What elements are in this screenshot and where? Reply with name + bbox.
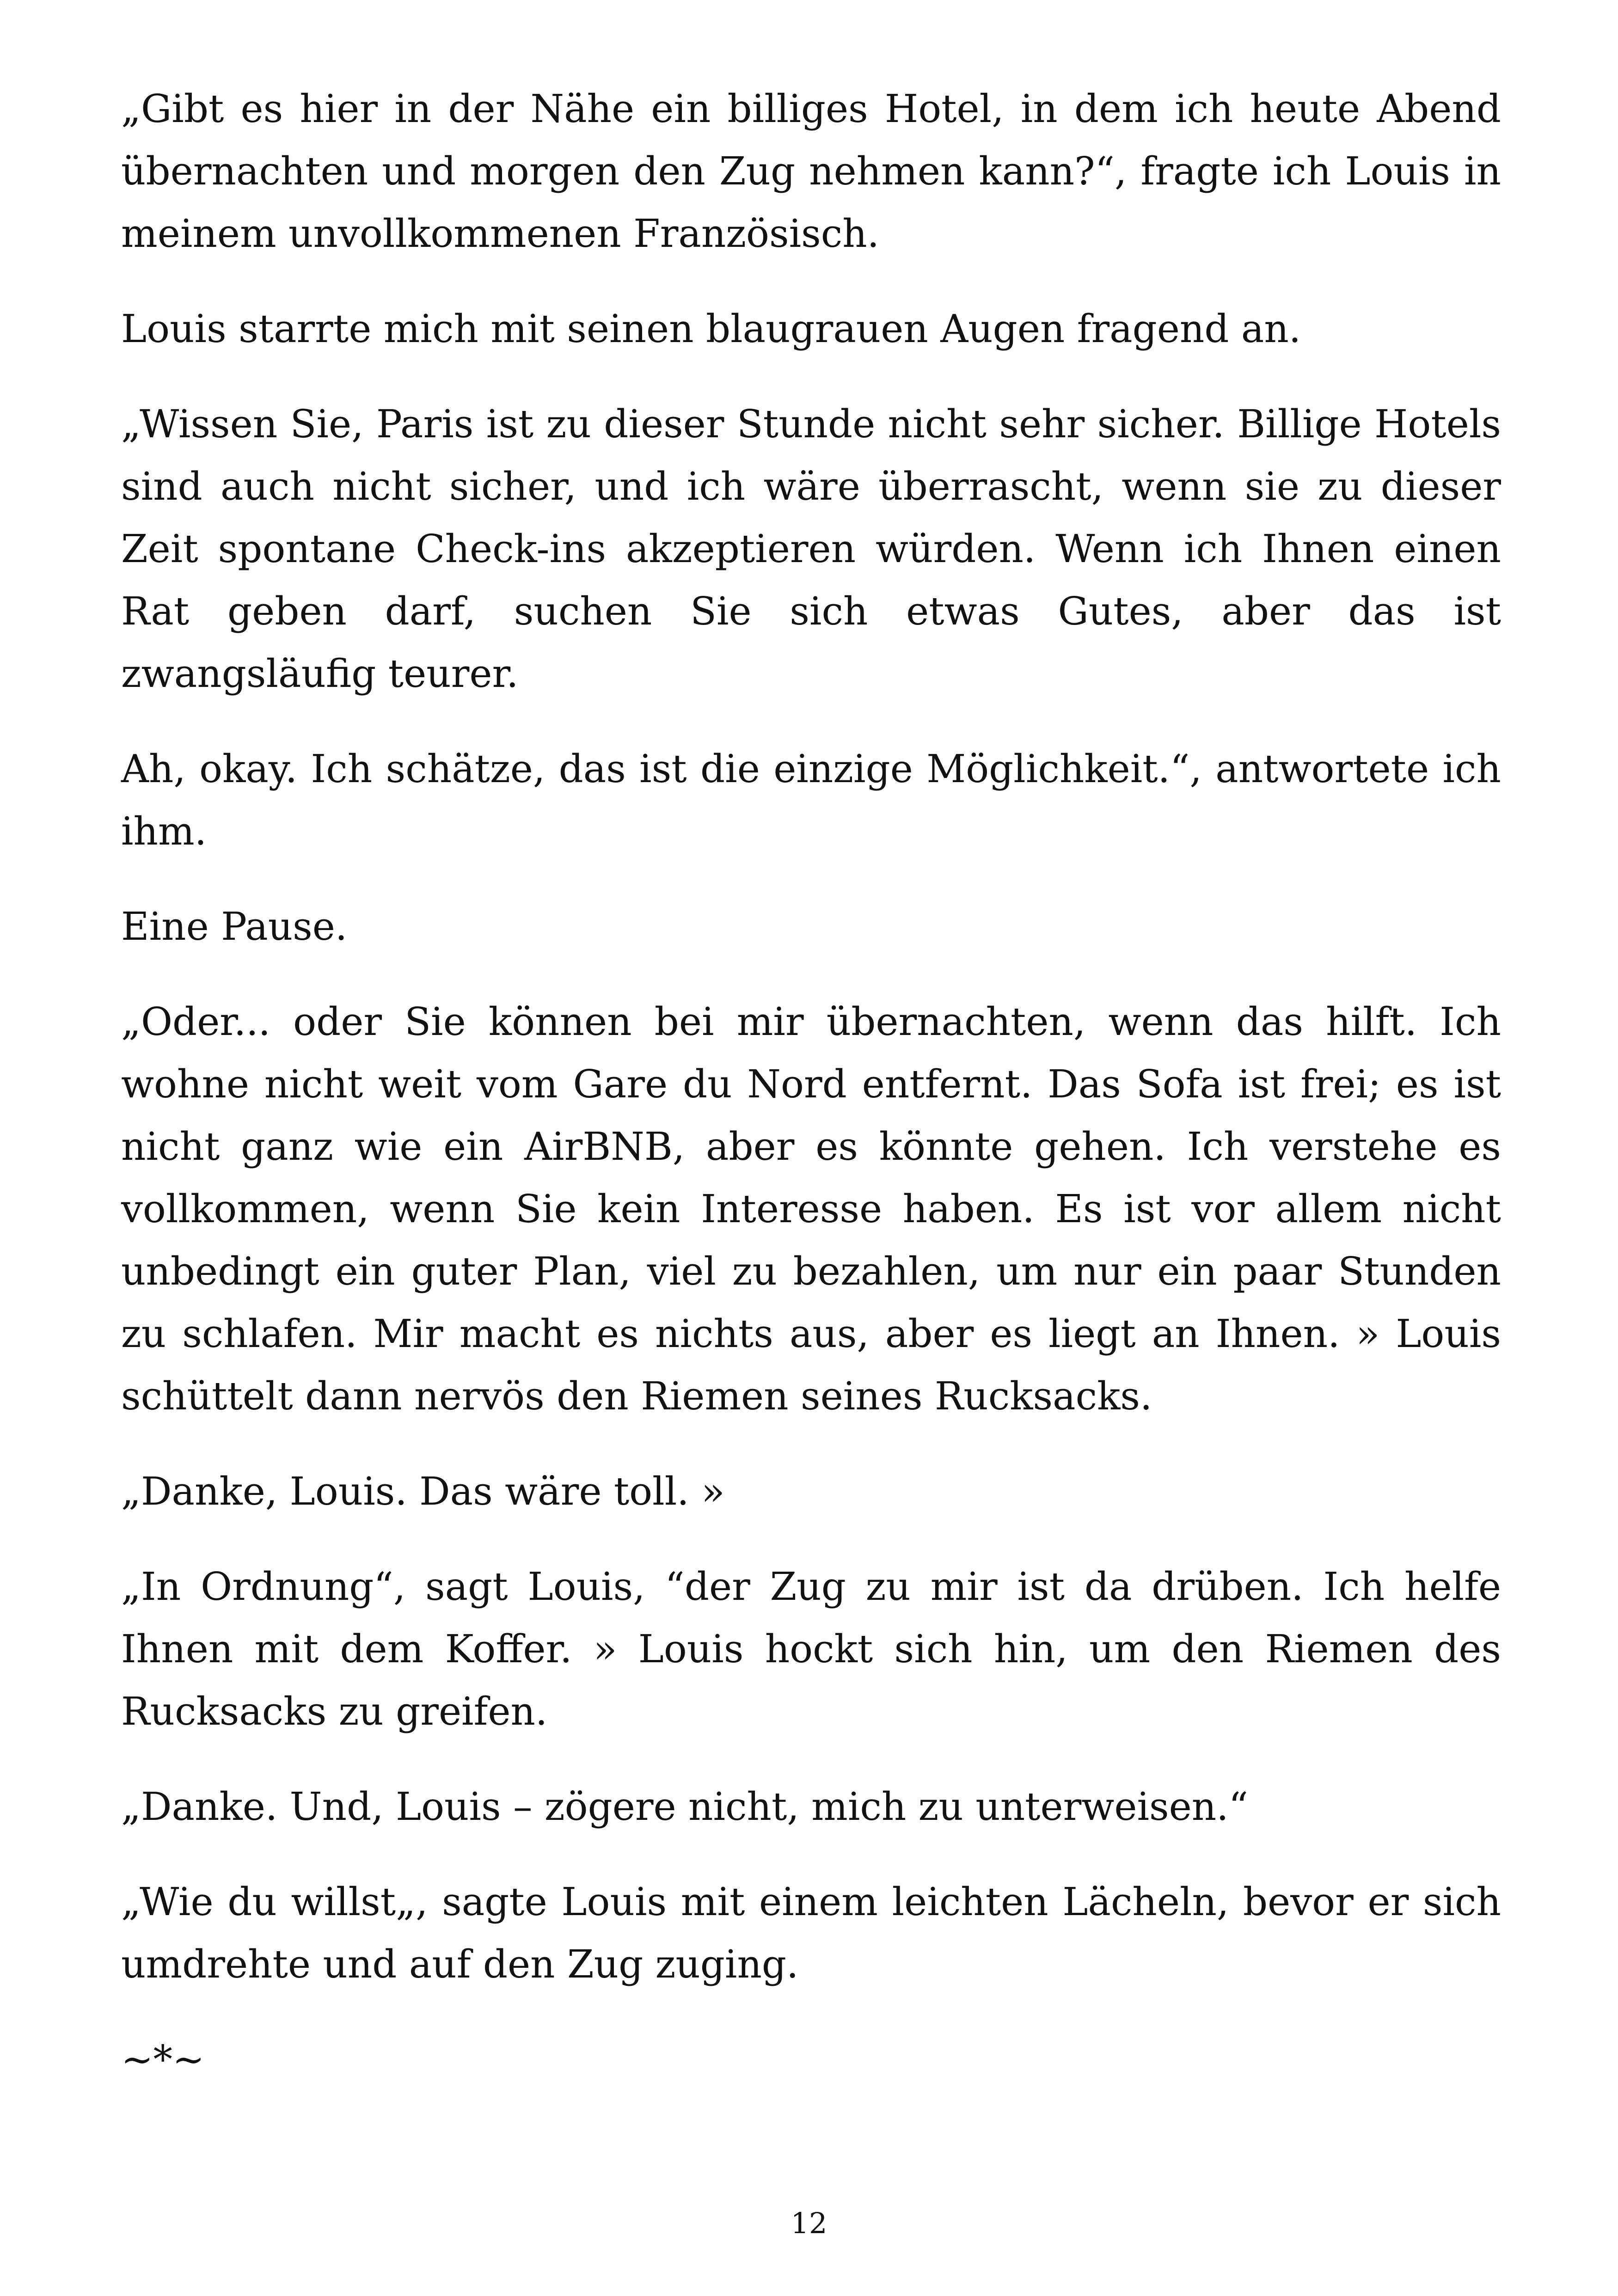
body-text (121, 78, 1501, 2091)
paragraph-9: „Danke. Und, Louis – zögere nicht, mich zu unterweisen.“ (121, 1784, 1249, 1829)
paragraph-4: Ah, okay. Ich schätze, das ist die einzige Möglichkeit.“, antwortete ich ihm. (121, 747, 1501, 854)
paragraph-2: Louis starrte mich mit seinen blaugrauen Augen fragend an. (121, 306, 1301, 351)
paragraph-10: „Wie du willst„, sagte Louis mit einem leichten Lächeln, bevor er sich umdrehte und auf den Zug zuging. (121, 1880, 1501, 1987)
paragraph-3: „Wissen Sie, Paris ist zu dieser Stunde nicht sehr sicher. Billige Hotels sind auch nicht sicher, und ich wäre überrascht, wenn sie zu dieser Zeit spontane Check-ins akzeptieren würden. Wenn ich Ihnen einen Rat geben darf, suchen Sie sich etwas Gutes, aber das ist zwangsläufig teurer. (121, 402, 1501, 696)
paragraph-6: „Oder... oder Sie können bei mir übernachten, wenn das hilft. Ich wohne nicht weit vom Gare du Nord entfernt. Das Sofa ist frei; es ist nicht ganz wie ein AirBNB, aber es könnte gehen. Ich verstehe es vollkommen, wenn Sie kein Interesse haben. Es ist vor allem nicht unbedingt ein guter Plan, viel zu bezahlen, um nur ein paar Stunden zu schlafen. Mir macht es nichts aus, aber es liegt an Ihnen. » Louis schüttelt dann nervös den Riemen seines Rucksacks. (121, 999, 1501, 1419)
paragraph-5: Eine Pause. (121, 904, 348, 949)
paragraph-1: „Gibt es hier in der Nähe ein billiges Hotel, in dem ich heute Abend übernachten und morgen den Zug nehmen kann?“, fragte ich Louis in meinem unvollkommenen Französisch. (121, 86, 1501, 256)
paragraph-7: „Danke, Louis. Das wäre toll. » (121, 1469, 725, 1514)
paragraph-8: „In Ordnung“, sagt Louis, “der Zug zu mir ist da drüben. Ich helfe Ihnen mit dem Koffer. » Louis hockt sich hin, um den Riemen des Rucksacks zu greifen. (121, 1564, 1501, 1734)
page-number: 12 (791, 2206, 827, 2240)
section-separator: ~*~ (121, 2037, 205, 2082)
